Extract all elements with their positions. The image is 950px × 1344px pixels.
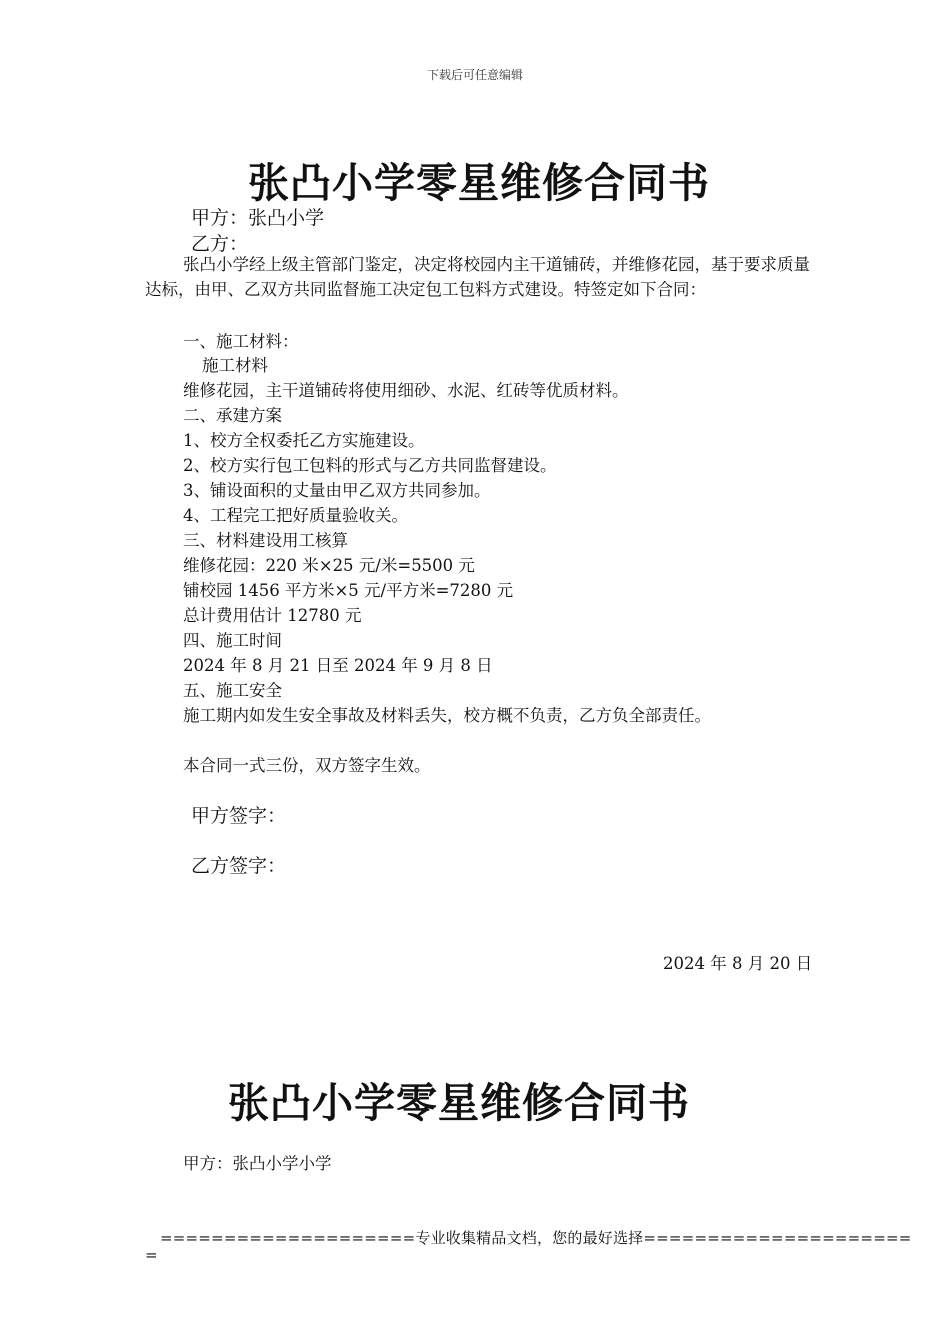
section-heading-materials: 一、施工材料：: [183, 332, 299, 351]
party-a-line-repeat: 甲方：张凸小学小学: [183, 1154, 332, 1173]
signing-date: 2024 年 8 月 20 日: [663, 954, 813, 973]
plan-item-4: 4、工程完工把好质量验收关。: [183, 506, 408, 525]
section-heading-cost: 三、材料建设用工核算: [183, 531, 348, 550]
footer-banner-tail: =: [145, 1246, 158, 1264]
schedule-dates: 2024 年 8 月 21 日至 2024 年 9 月 8 日: [183, 656, 493, 675]
section-heading-plan: 二、承建方案: [183, 406, 282, 425]
document-title: 张凸小学零星维修合同书: [248, 159, 710, 207]
party-a-line: 甲方：张凸小学: [191, 207, 325, 229]
safety-text: 施工期内如发生安全事故及材料丢失，校方概不负责，乙方负全部责任。: [183, 706, 711, 725]
cost-paving: 铺校园 1456 平方米×5 元/平方米=7280 元: [183, 581, 514, 600]
intro-paragraph: 张凸小学经上级主管部门鉴定，决定将校园内主干道铺砖，并维修花园，基于要求质量达标，由甲、乙双方共同监督施工决定包工包料方式建设。特签定如下合同：: [145, 255, 810, 299]
plan-item-1: 1、校方全权委托乙方实施建设。: [183, 431, 425, 450]
plan-item-2: 2、校方实行包工包料的形式与乙方共同监督建设。: [183, 456, 557, 475]
cost-total: 总计费用估计 12780 元: [183, 606, 362, 625]
cost-garden: 维修花园：220 米×25 元/米=5500 元: [183, 556, 475, 575]
party-b-signature-label: 乙方签字：: [191, 855, 287, 877]
section-heading-schedule: 四、施工时间: [183, 631, 282, 650]
closing-statement: 本合同一式三份，双方签字生效。: [183, 756, 431, 775]
plan-item-3: 3、铺设面积的丈量由甲乙双方共同参加。: [183, 481, 491, 500]
document-title-repeat: 张凸小学零星维修合同书: [228, 1079, 690, 1127]
party-a-signature-label: 甲方签字：: [191, 805, 287, 827]
section-heading-safety: 五、施工安全: [183, 681, 282, 700]
page-header-note: 下载后可任意编辑: [426, 68, 523, 82]
materials-subheading: 施工材料: [202, 356, 268, 375]
materials-text: 维修花园，主干道铺砖将使用细砂、水泥、红砖等优质材料。: [183, 381, 629, 400]
footer-banner: ====================专业收集精品文档，您的最好选择=====================: [160, 1229, 912, 1247]
party-b-line: 乙方：: [191, 233, 249, 255]
